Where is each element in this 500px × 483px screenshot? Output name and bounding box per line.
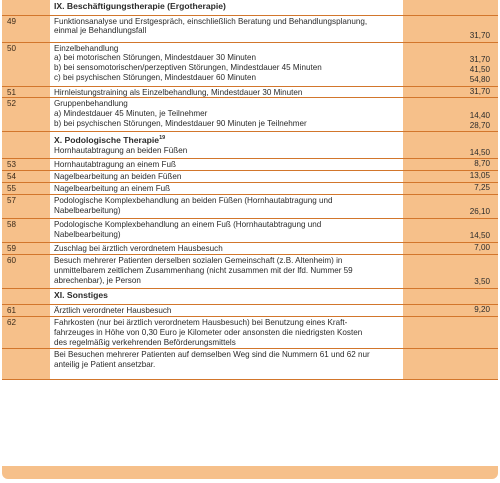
footnote-marker: 19 (159, 135, 166, 142)
description-line: Nagelbearbeitung an beiden Füßen (54, 172, 182, 182)
item-price (403, 171, 498, 183)
description-line: Hornhautabtragung an einem Fuß (54, 160, 176, 170)
price-value: 54,80 (469, 74, 490, 84)
section-header-row (2, 0, 498, 15)
item-description (50, 289, 403, 305)
description-line: einmal je Behandlungsfall (54, 26, 147, 36)
fee-row (2, 159, 498, 171)
description-line: b) bei sensomotorischen/perzeptiven Störungen, Mindestdauer 45 Minuten (54, 63, 322, 73)
item-price (403, 183, 498, 195)
description-line: abrechenbar), je Person (54, 275, 141, 285)
fee-row (2, 349, 498, 380)
price-value: 8,70 (474, 159, 490, 169)
description-line: unmittelbarem zeitlichem Zusammenhang (nicht zusammen mit der lfd. Nummer 59 (54, 265, 353, 275)
price-value (407, 368, 490, 378)
item-price (403, 305, 498, 317)
fee-schedule-table (2, 0, 498, 380)
section-title (54, 290, 399, 301)
item-number: 61 (2, 305, 50, 317)
item-description (50, 195, 403, 219)
fee-row (2, 86, 498, 98)
item-price (403, 98, 498, 132)
item-number: 49 (2, 15, 50, 42)
item-number (2, 289, 50, 305)
item-description (50, 255, 403, 289)
item-price (403, 159, 498, 171)
item-price (403, 289, 498, 305)
item-description (50, 42, 403, 86)
fee-row (2, 195, 498, 219)
item-number (2, 132, 50, 159)
item-number: 52 (2, 98, 50, 132)
item-price (403, 255, 498, 289)
fee-row (2, 42, 498, 86)
item-number: 62 (2, 317, 50, 349)
item-description (50, 86, 403, 98)
fee-row (2, 171, 498, 183)
description-line: Hirnleistungstraining als Einzelbehandlung, Mindestdauer 30 Minuten (54, 87, 303, 97)
description-line: Einzelbehandlung (54, 43, 119, 53)
description-line: Podologische Komplexbehandlung an einem Fuß (Hornhautabtragung und (54, 220, 322, 230)
item-description (50, 317, 403, 349)
item-price (403, 86, 498, 98)
description-line: Zuschlag bei ärztlich verordnetem Hausbesuch (54, 244, 223, 254)
item-number: 58 (2, 219, 50, 243)
item-number: 53 (2, 159, 50, 171)
price-value: 7,00 (474, 243, 490, 253)
section-title-text: XI. Sonstiges (54, 290, 108, 301)
price-value (407, 21, 490, 31)
description-line: anteilig je Patient ansetzbar. (54, 359, 156, 369)
item-description (50, 132, 403, 159)
item-price (403, 219, 498, 243)
price-value: 31,70 (469, 54, 490, 64)
description-line: des regelmäßig verkehrenden Beförderungsmittels (54, 337, 236, 347)
item-price (403, 349, 498, 380)
fee-row (2, 243, 498, 255)
price-value: 7,25 (474, 183, 490, 193)
item-price (403, 42, 498, 86)
item-description (50, 349, 403, 380)
item-number: 57 (2, 195, 50, 219)
item-price (403, 195, 498, 219)
description-line: Hornhautabtragung an beiden Füßen (54, 146, 188, 156)
section-header-row (2, 132, 498, 159)
fee-row (2, 305, 498, 317)
price-value (407, 101, 490, 111)
price-value (407, 337, 490, 347)
description-line: Nabelbearbeitung) (54, 230, 121, 240)
item-description (50, 15, 403, 42)
description-line: Bei Besuchen mehrerer Patienten auf demselben Weg sind die Nummern 61 und 62 nur (54, 350, 370, 360)
price-value: 14,50 (469, 231, 490, 241)
price-value (407, 267, 490, 277)
fee-row (2, 219, 498, 243)
description-line: b) bei psychischen Störungen, Mindestdauer 90 Minuten je Teilnehmer (54, 119, 307, 129)
price-value: 31,70 (469, 30, 490, 40)
section-title (54, 133, 399, 146)
item-description (50, 98, 403, 132)
section-header-row (2, 289, 498, 305)
price-value (407, 358, 490, 368)
item-description (50, 219, 403, 243)
price-value (407, 317, 490, 327)
description-line: a) bei motorischen Störungen, Mindestdauer 30 Minuten (54, 53, 257, 63)
price-value: 26,10 (469, 207, 490, 217)
item-number: 60 (2, 255, 50, 289)
price-value: 41,50 (469, 64, 490, 74)
item-description (50, 0, 403, 15)
table-bottom-band (2, 466, 498, 479)
item-price (403, 132, 498, 159)
item-number: 59 (2, 243, 50, 255)
item-price (403, 317, 498, 349)
description-line: fahrzeuges in Höhe von 0,30 Euro je Kilometer oder ansonsten die niedrigsten Kosten (54, 327, 363, 337)
description-line: a) Mindestdauer 45 Minuten, je Teilnehmer (54, 109, 208, 119)
item-number: 50 (2, 42, 50, 86)
item-description (50, 171, 403, 183)
price-value: 9,20 (474, 305, 490, 315)
item-description (50, 243, 403, 255)
section-title-text: X. Podologische Therapie (54, 135, 160, 146)
item-description (50, 305, 403, 317)
price-value (407, 221, 490, 231)
fee-row (2, 317, 498, 349)
description-line: Funktionsanalyse und Erstgespräch, einschließlich Beratung und Behandlungsplanung, (54, 16, 368, 26)
item-price (403, 243, 498, 255)
section-title (54, 1, 399, 12)
price-value: 14,40 (469, 110, 490, 120)
price-value: 31,70 (469, 86, 490, 96)
fee-row (2, 15, 498, 42)
item-description (50, 183, 403, 195)
price-value: 13,05 (469, 171, 490, 181)
fee-row (2, 255, 498, 289)
fee-row (2, 183, 498, 195)
price-value: 3,50 (474, 277, 490, 287)
description-line: Nabelbearbeitung) (54, 206, 121, 216)
price-value (407, 197, 490, 207)
description-line: Fahrkosten (nur bei ärztlich verordnetem Hausbesuch) bei Benutzung eines Kraft- (54, 318, 348, 328)
description-line: Podologische Komplexbehandlung an beiden Füßen (Hornhautabtragung und (54, 196, 333, 206)
item-price (403, 0, 498, 15)
price-value (407, 327, 490, 337)
fee-schedule-body (2, 0, 498, 380)
description-line: Gruppenbehandlung (54, 99, 128, 109)
description-line: Besuch mehrerer Patienten derselben sozialen Gemeinschaft (z.B. Altenheim) in (54, 256, 343, 266)
item-price (403, 15, 498, 42)
price-value (407, 257, 490, 267)
description-line: Nagelbearbeitung an einem Fuß (54, 184, 171, 194)
item-number: 54 (2, 171, 50, 183)
item-number (2, 0, 50, 15)
price-value (407, 45, 490, 55)
item-number: 51 (2, 86, 50, 98)
item-description (50, 159, 403, 171)
description-line: c) bei psychischen Störungen, Mindestdauer 60 Minuten (54, 73, 257, 83)
price-value: 14,50 (469, 147, 490, 157)
item-number: 55 (2, 183, 50, 195)
fee-row (2, 98, 498, 132)
description-line: Ärztlich verordneter Hausbesuch (54, 306, 172, 316)
section-title-text: IX. Beschäftigungstherapie (Ergotherapie) (54, 1, 226, 11)
price-value: 28,70 (469, 120, 490, 130)
item-number (2, 349, 50, 380)
